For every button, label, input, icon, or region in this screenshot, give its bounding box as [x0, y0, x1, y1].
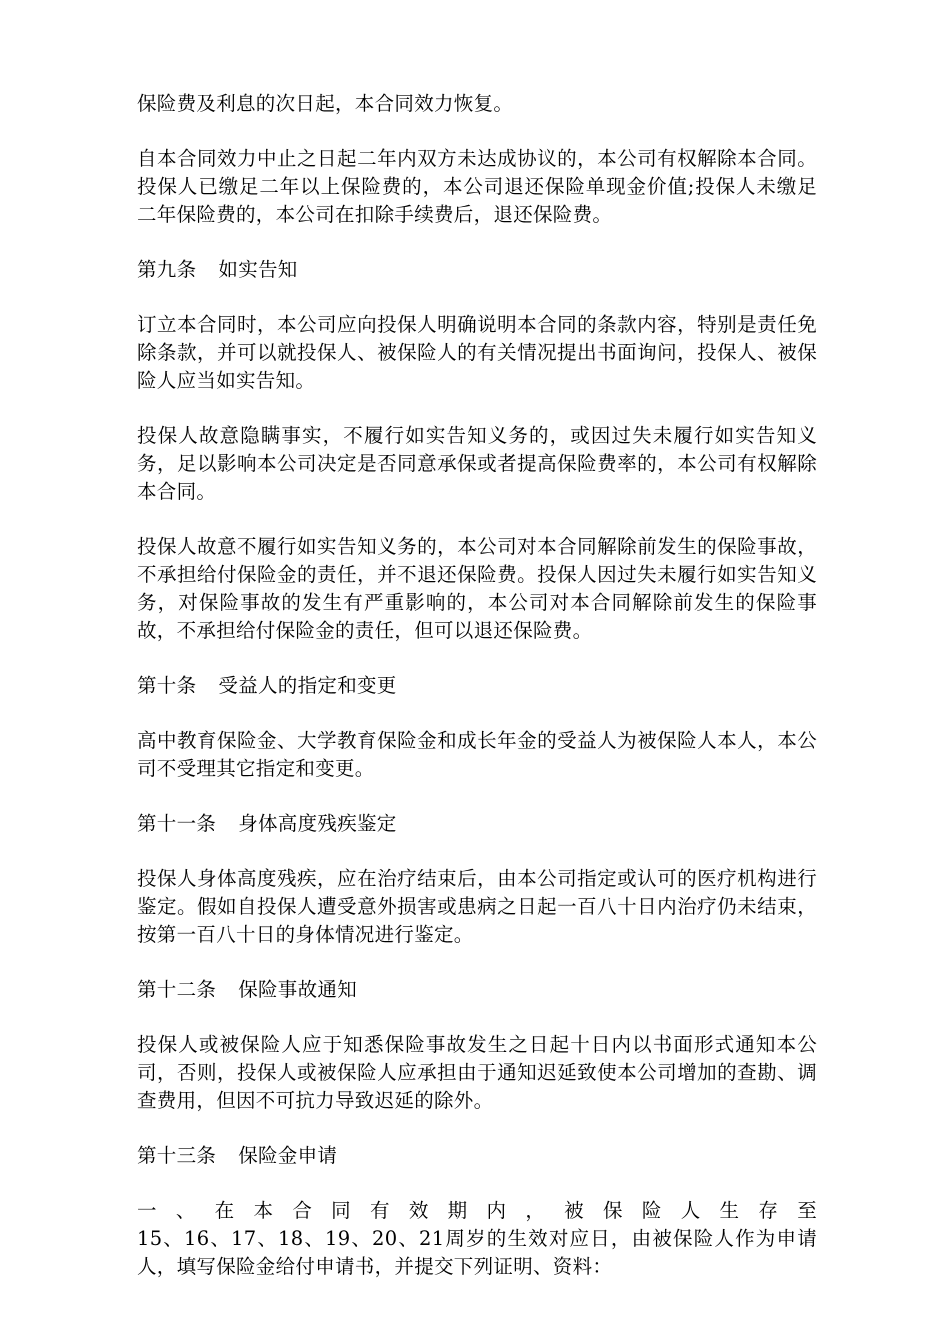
paragraph: 投保人或被保险人应于知悉保险事故发生之日起十日内以书面形式通知本公司，否则，投保人或被保险人应承担由于通知迟延致使本公司增加的查勘、调查费用，但因不可抗力导致迟延的除外。	[137, 1033, 817, 1112]
article-number: 第十二条	[137, 978, 217, 1001]
document-page	[137, 90, 817, 1281]
paragraph: 投保人故意不履行如实告知义务的，本公司对本合同解除前发生的保险事故，不承担给付保险金的责任，并不退还保险费。投保人因过失未履行如实告知义务，对保险事故的发生有严重影响的，本公司对本合同解除前发生的保险事故，不承担给付保险金的责任，但可以退还保险费。	[137, 535, 817, 642]
article-title: 受益人的指定和变更	[218, 674, 397, 697]
article-heading	[137, 810, 817, 838]
article-heading	[137, 256, 817, 284]
article-number: 第九条	[137, 258, 197, 281]
article-heading	[137, 672, 817, 700]
article-title: 如实告知	[218, 258, 298, 281]
article-title: 保险事故通知	[238, 978, 358, 1001]
article-number: 第十条	[137, 674, 197, 697]
article-heading	[137, 1142, 817, 1170]
paragraph: 投保人身体高度残疾，应在治疗结束后，由本公司指定或认可的医疗机构进行鉴定。假如自投保人遭受意外损害或患病之日起一百八十日内治疗仍未结束，按第一百八十日的身体情况进行鉴定。	[137, 867, 817, 946]
article-title: 保险金申请	[238, 1144, 338, 1167]
paragraph: 保险费及利息的次日起，本合同效力恢复。	[137, 92, 514, 115]
list-item	[137, 1197, 817, 1281]
article-heading	[137, 976, 817, 1004]
paragraph: 高中教育保险金、大学教育保险金和成长年金的受益人为被保险人本人，本公司不受理其它指定和变更。	[137, 729, 817, 780]
article-number: 第十一条	[137, 812, 217, 835]
paragraph: 投保人故意隐瞒事实，不履行如实告知义务的，或因过失未履行如实告知义务，足以影响本公司决定是否同意承保或者提高保险费率的，本公司有权解除本合同。	[137, 424, 817, 503]
article-number: 第十三条	[137, 1144, 217, 1167]
paragraph: 自本合同效力中止之日起二年内双方未达成协议的，本公司有权解除本合同。投保人已缴足二年以上保险费的，本公司退还保险单现金价值;投保人未缴足二年保险费的，本公司在扣除手续费后，退还保险费。	[137, 147, 817, 226]
article-title: 身体高度残疾鉴定	[238, 812, 397, 835]
paragraph: 订立本合同时，本公司应向投保人明确说明本合同的条款内容，特别是责任免除条款，并可以就投保人、被保险人的有关情况提出书面询问，投保人、被保险人应当如实告知。	[137, 313, 817, 392]
list-item-first-line: 一、在本合同有效期内，被保险人生存至	[137, 1199, 817, 1222]
list-item-continuation: 15、16、17、18、19、20、21周岁的生效对应日，由被保险人作为申请人，填写保险金给付申请书，并提交下列证明、资料：	[137, 1227, 817, 1278]
